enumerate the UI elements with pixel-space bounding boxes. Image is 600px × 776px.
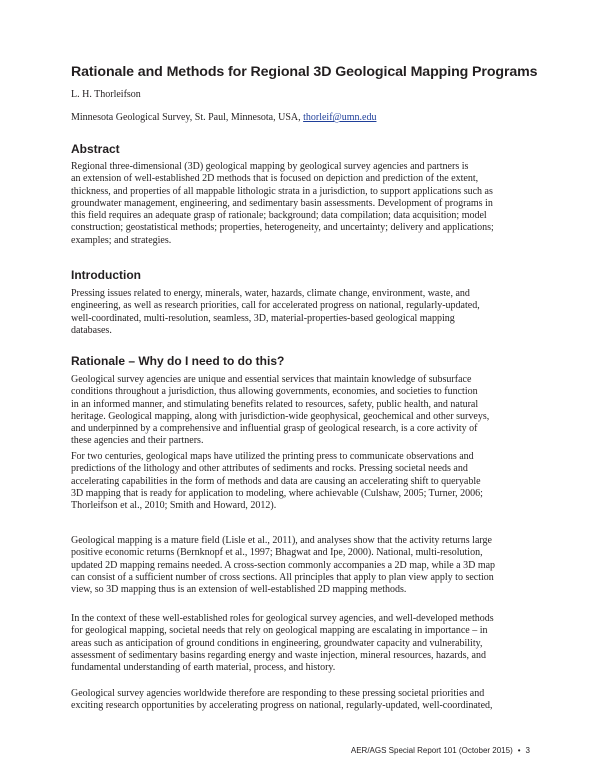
text-line: Geological survey agencies worldwide therefore are responding to these pressing societal priorities and xyxy=(71,688,485,699)
text-line: in an informed manner, and stimulating benefits related to resources, safety, public health, and natural xyxy=(71,398,479,410)
text-line: conditions throughout a jurisdiction, thus allowing governments, economies, and societies to function xyxy=(71,386,478,398)
text-line: groundwater management, engineering, and sedimentary basin assessments. Development of programs in xyxy=(71,197,493,209)
text-line: assessment of sedimentary basins regarding energy and waste injection, mineral resources, hazards, and xyxy=(71,649,486,661)
text-line: fundamental understanding of earth material, process, and history. xyxy=(71,662,336,674)
text-line: well-coordinated, multi-resolution, seamless, 3D, material-properties-based geological mapping xyxy=(71,312,455,324)
text-line: and underpinned by a comprehensive and influential grasp of geological research, is a core activity of xyxy=(71,423,478,435)
text-line: these agencies and their partners. xyxy=(71,435,204,447)
page-number: 3 xyxy=(525,746,530,755)
text-line: predictions of the lithology and other attributes of sediments and rocks. Pressing societal needs and xyxy=(71,463,468,475)
text-line: engineering, as well as research priorities, call for accelerated progress on national, regularly-updated, xyxy=(71,300,480,312)
rationale-paragraph-1 xyxy=(71,374,531,448)
footer-bullet: • xyxy=(517,746,521,755)
rationale-paragraph-4 xyxy=(71,613,531,674)
text-line: thickness, and properties of all mappable lithologic strata in a jurisdiction, to support applications such as xyxy=(71,185,493,197)
text-line: 3D mapping that is ready for application to modeling, where achievable (Culshaw, 2005; Turner, 2006; xyxy=(71,487,483,499)
text-line: heritage. Geological mapping, along with jurisdiction-wide geophysical, geochemical and other surveys, xyxy=(71,410,490,422)
text-line: databases. xyxy=(71,324,112,336)
rationale-paragraph-5 xyxy=(71,688,531,713)
author-affiliation xyxy=(71,112,376,123)
text-line: Geological mapping is a mature field (Lisle et al., 2011), and analyses show that the activity returns large xyxy=(71,535,492,546)
rationale-heading: Rationale – Why do I need to do this? xyxy=(71,354,285,368)
rationale-paragraph-3 xyxy=(71,535,531,596)
rationale-paragraph-2 xyxy=(71,451,531,512)
author-email-link[interactable]: thorleif@umn.edu xyxy=(303,112,377,123)
text-line: exciting research opportunities by accelerating progress on national, regularly-updated, well-coordinated, xyxy=(71,700,493,712)
text-line: Geological survey agencies are unique and essential services that maintain knowledge of subsurface xyxy=(71,374,472,385)
text-line: For two centuries, geological maps have utilized the printing press to communicate observations and xyxy=(71,451,474,462)
introduction-heading: Introduction xyxy=(71,268,141,282)
paper-title: Rationale and Methods for Regional 3D Geological Mapping Programs xyxy=(71,64,538,80)
text-line: areas such as anticipation of ground conditions in engineering, groundwater capacity and vulnerability, xyxy=(71,637,483,649)
affiliation-text: Minnesota Geological Survey, St. Paul, Minnesota, USA, xyxy=(71,112,301,123)
text-line: Pressing issues related to energy, minerals, water, hazards, climate change, environment, waste, and xyxy=(71,288,470,299)
text-line: view, so 3D mapping thus is an extension of well-established 2D mapping methods. xyxy=(71,584,407,596)
text-line: this field requires an adequate grasp of rationale; background; data compilation; data acquisition; model xyxy=(71,210,487,222)
introduction-paragraph xyxy=(71,288,531,337)
text-line: Thorleifson et al., 2010; Smith and Howard, 2012). xyxy=(71,500,277,512)
text-line: updated 2D mapping remains needed. A cross-section commonly accompanies a 2D map, while a 3D map xyxy=(71,559,496,571)
text-line: accelerating capabilities in the form of methods and data are causing an accelerating shift to queryable xyxy=(71,475,481,487)
report-citation: AER/AGS Special Report 101 (October 2015) xyxy=(350,746,513,755)
page-footer xyxy=(330,746,530,755)
abstract-heading: Abstract xyxy=(71,142,120,156)
text-line: can consist of a sufficient number of cross sections. All principles that apply to plan view apply to section xyxy=(71,571,494,583)
text-line: In the context of these well-established roles for geological survey agencies, and well-developed methods xyxy=(71,613,494,624)
text-line: Regional three-dimensional (3D) geological mapping by geological survey agencies and partners is xyxy=(71,161,469,172)
text-line: for geological mapping, societal needs that rely on geological mapping are escalating in importance – in xyxy=(71,625,488,637)
text-line: construction; geostatistical methods; properties, heterogeneity, and uncertainty; delivery and applications; xyxy=(71,222,494,234)
abstract-paragraph xyxy=(71,161,531,247)
text-line: an extension of well-established 2D methods that is focused on depiction and prediction of the extent, xyxy=(71,173,479,185)
text-line: positive economic returns (Bernknopf et al., 1997; Bhagwat and Ipe, 2000). National, multi-resolution, xyxy=(71,547,483,559)
text-line: examples; and strategies. xyxy=(71,234,172,246)
author-name: L. H. Thorleifson xyxy=(71,89,141,100)
